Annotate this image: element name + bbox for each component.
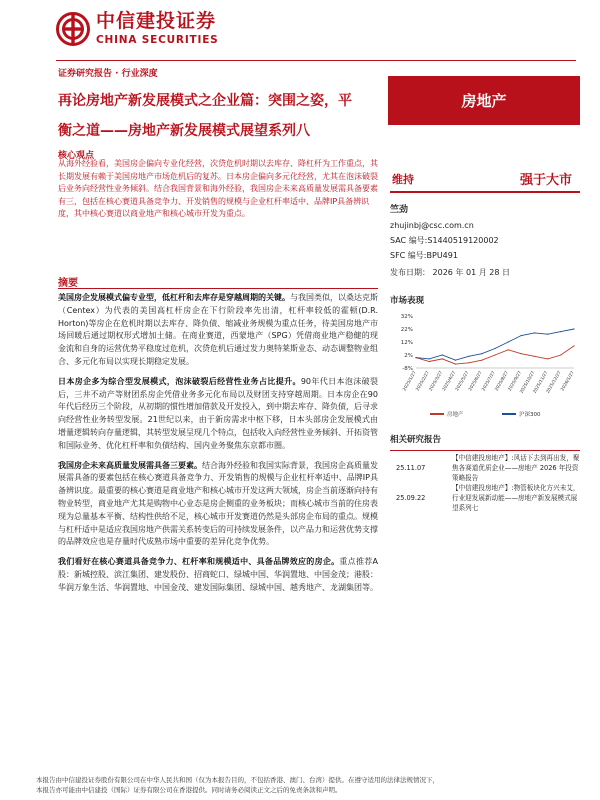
data-point <box>468 356 469 357</box>
rating-bar <box>390 165 580 193</box>
x-tick-label: 2025/10/27 <box>519 370 537 395</box>
publish-date: 发布日期： 2026 年 01 月 28 日 <box>390 268 510 277</box>
data-point <box>521 353 522 354</box>
summary-paragraph-text: 90年代日本泡沫破裂后，三井不动产等财团系房企凭借业务多元化布局以及财团支持穿越周期。日本房企在90年代后经历三个阶段，从初期的惯性增加借款及开发投入，到中期去库存、降负债，后寻求向经营性业务转型发展。21世纪以来，由于新房需求中枢下移，日本头部房企发展模式由增量逻辑转向存量逻辑，其转型发展呈现几个特点，包括收入向经营性业务倾斜、开拓资管和国际业务、优化杠杆率和负债结构、国内业务聚焦东京都市圈。 <box>58 376 378 450</box>
x-tick-label: 2025/9/27 <box>507 370 524 393</box>
brand-name-en: CHINA SECURITIES <box>96 34 219 47</box>
data-point <box>560 331 561 332</box>
summary-heading: 摘要 <box>58 278 78 289</box>
data-point <box>494 354 495 355</box>
title-line-2: 衡之道——房地产新发展模式展望系列八 <box>58 123 310 139</box>
x-tick-label: 2025/6/27 <box>468 370 484 393</box>
data-point <box>442 358 443 359</box>
analyst-sac: SAC 编号:S1440519120002 <box>390 236 499 245</box>
summary-body <box>58 292 378 602</box>
data-point <box>429 361 430 362</box>
y-tick-label: -8% <box>402 366 413 372</box>
legend-label: 沪深300 <box>519 412 541 418</box>
summary-paragraph-text: 与我国类似，以桑达克斯（Centex）为代表的美国高杠杆房企在下行阶段率先出清，杠杆率较低的霍顿(D.R. Horton)等房企在危机时期以去库存、降负债、缩减业务规模为重点任务，待美国房地产市场回暖后通过期权形式增加土储。在商业赛道，西蒙地产（SPG）凭借商业地产稳健的现金流和自身的运营优势平稳度过危机，次贷危机后通过发力奥特莱斯业态、动态调整物业组合、多元化布局以实现长期稳定发展。 <box>58 293 378 366</box>
related-heading: 相关研究报告 <box>390 435 442 445</box>
data-point <box>481 360 482 361</box>
related-report-title[interactable]: 【中信建投房地产】:风话下去到再出发，聚焦各赛道优质企业——房地产 2026 年投资策略报告 <box>452 454 580 482</box>
data-point <box>573 345 574 346</box>
x-tick-label: 2025/8/27 <box>494 370 510 393</box>
y-tick-label: 32% <box>400 314 413 320</box>
related-report-title[interactable]: 【中信建投房地产】:物管板块化方兴未艾，行业迎发展新动能——房地产新发展模式展望系列七 <box>452 484 580 512</box>
x-tick-label: 2025/11/27 <box>532 370 550 395</box>
analyst-name: 竺劲 <box>390 205 409 215</box>
data-point <box>573 328 574 329</box>
summary-paragraph-text: 重点推荐A股：新城控股、滨江集团、建发股份、招商蛇口、绿城中国、华润置地、中国金茂；港股：华润万象生活、华润置地、中国金茂、建发国际集团、绿城中国、越秀地产、龙湖集团等。 <box>58 557 378 592</box>
core-view-heading: 核心观点 <box>58 151 95 161</box>
summary-paragraph-lead: 美国房企发展模式偏专业型，低杠杆和去库存是穿越周期的关键。 <box>58 293 290 302</box>
report-type: 证券研究报告 · 行业深度 <box>58 69 158 79</box>
disclaimer-footer <box>36 776 596 795</box>
data-point <box>455 364 456 365</box>
rating-action: 维持 <box>392 173 414 186</box>
summary-paragraph-lead: 我国房企未来高质量发展需具备三要素。 <box>58 460 202 470</box>
disclaimer-line: 本报告由中信建投证券股份有限公司在中华人民共和国（仅为本报告目的，不包括香港、澳门、台湾）提供。在遵守适用的法律法规情况下， <box>36 776 439 784</box>
sector-badge: 房地产 <box>388 76 580 125</box>
x-tick-label: 2025/5/27 <box>455 370 471 393</box>
summary-paragraph-lead: 我们看好在核心赛道具备竞争力、杠杆率和规模适中、具备品牌效应的房企。 <box>58 557 340 567</box>
brand-mark-icon <box>56 12 90 46</box>
summary-paragraph <box>58 376 378 453</box>
data-point <box>521 335 522 336</box>
x-tick-label: 2025/4/27 <box>441 370 458 393</box>
y-tick-label: 12% <box>400 340 413 346</box>
x-tick-label: 2025/12/27 <box>545 370 563 395</box>
data-point <box>534 332 535 333</box>
right-sidebar <box>390 165 580 278</box>
market-heading: 市场表现 <box>390 296 425 306</box>
summary-paragraph <box>58 460 378 550</box>
data-point <box>481 353 482 354</box>
data-point <box>442 354 443 355</box>
related-divider <box>390 450 580 451</box>
x-tick-label: 2025/2/27 <box>415 370 431 393</box>
summary-paragraph <box>58 556 378 594</box>
y-tick-label: 22% <box>400 327 413 333</box>
data-point <box>547 334 548 335</box>
x-tick-label: 2025/3/27 <box>428 370 445 393</box>
legend-label: 房地产 <box>447 412 464 418</box>
data-point <box>508 349 509 350</box>
title-line-1: 再论房地产新发展模式之企业篇：突围之姿，平 <box>58 93 352 109</box>
core-view-text: 从海外经验看，美国房企偏向专业化经营，次贷危机时期以去库存、降杠杆为工作重点，其长期发展有赖于美国房地产市场危机后的复苏。日本房企偏向多元化经营，尤其在泡沫破裂后业务向经营性业务倾斜。结合我国背景和海外经验，我国房企未来高质量发展需具备要素有三，包括在核心赛道具备竞争力、开发销售的规模与企业杠杆率适中、品牌IP具备辨识度，其中核心赛道以商业地产和核心城市开发为重点。 <box>58 159 378 219</box>
data-point <box>429 358 430 359</box>
header-divider <box>56 60 576 61</box>
data-point <box>415 357 416 358</box>
data-point <box>455 360 456 361</box>
related-report-date: 25.11.07 <box>396 464 426 472</box>
summary-paragraph-lead: 日本房企多为综合型发展模式，泡沫破裂后经营性业务占比提升。 <box>58 376 301 386</box>
brand-logo <box>56 12 219 46</box>
disclaimer-line: 本报告亦可能由中信建投（国际）证券有限公司在香港提供。同时请务必阅读正文之后的免责条款和声明。 <box>36 785 342 794</box>
x-tick-label: 2025/7/27 <box>481 370 497 393</box>
data-point <box>508 341 509 342</box>
brand-name-cn: 中信建投证券 <box>96 10 217 33</box>
summary-paragraph-text: 结合海外经验和我国实际背景，我国房企高质量发展需具备的要素包括在核心赛道具备竞争力、开发销售的规模与企业杠杆率适中、品牌IP具备辨识度。最重要的核心赛道是商业地产和核心城市开发这两大领域，房企当前逐渐向持有物业转型，商业地产尤其是购物中心业态是房企侧重的业务板块；而核心城市当前的住房表现为总量基本平衡、结构性供给不足，核心城市开发赛道仍然是头部房企布局的重点。规模与杠杆适中是适应我国房地产供需关系转变后的可持续发展条件，以产品力和运营优势支撑的品牌效应也是存量时代成熟市场中重要的差异化竞争优势。 <box>58 460 378 547</box>
data-point <box>534 356 535 357</box>
related-report-date: 25.09.22 <box>396 494 426 502</box>
analyst-email[interactable]: zhujinbj@csc.com.cn <box>390 221 474 230</box>
data-point <box>494 348 495 349</box>
data-point <box>468 362 469 363</box>
analyst-sfc: SFC 编号:BPU491 <box>390 251 458 260</box>
page-title <box>58 86 378 146</box>
y-tick-label: 2% <box>404 353 413 359</box>
data-point <box>547 358 548 359</box>
analyst-info <box>390 203 580 263</box>
summary-divider <box>58 288 378 289</box>
data-point <box>560 354 561 355</box>
x-tick-label: 2025/1/27 <box>402 370 418 393</box>
rating-value: 强于大市 <box>519 173 572 188</box>
market-chart <box>390 308 580 420</box>
summary-paragraph <box>58 292 378 369</box>
x-tick-label: 2026/1/27 <box>560 370 576 393</box>
